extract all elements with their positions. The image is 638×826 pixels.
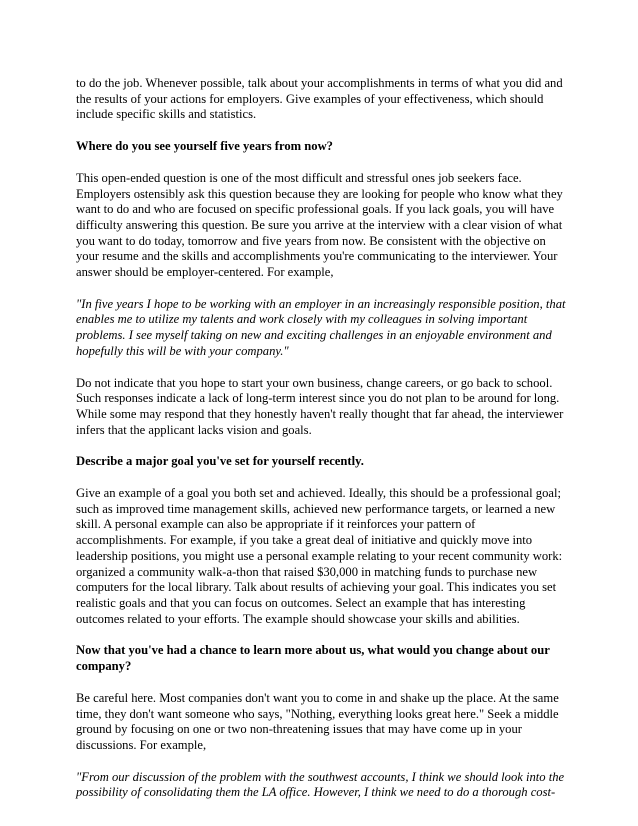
paragraph-five-years-answer: This open-ended question is one of the most difficult and stressful ones job seekers face. Employers ostensibly ask this question because they are looking for people who know what they want to do and who are focused on specific professional goals. If you lack goals, you will have difficulty answering this question. Be sure you arrive at the interview with a clear vision of what you want to do today, tomorrow and five years from now. Be consistent with the objective on your resume and the skills and accomplishments you're communicating to the interviewer. Your answer should be employer-centered. For example,	[76, 170, 563, 280]
document-page	[76, 76, 566, 801]
paragraph-change-company-answer: Be careful here. Most companies don't want you to come in and shake up the place. At the same time, they don't want someone who says, "Nothing, everything looks great here." Seek a middle ground by focusing on one or two non-threatening issues that may have come up in your discussions. For example,	[76, 690, 559, 752]
question-heading-major-goal: Describe a major goal you've set for yourself recently.	[76, 454, 364, 469]
paragraph-intro-continuation: to do the job. Whenever possible, talk about your accomplishments in terms of what you did and the results of your actions for employers. Give examples of your effectiveness, which should include specific skills and statistics.	[76, 76, 563, 122]
question-heading-five-years: Where do you see yourself five years from now?	[76, 139, 333, 154]
paragraph-major-goal-answer: Give an example of a goal you both set and achieved. Ideally, this should be a professional goal; such as improved time management skills, achieved new performance targets, or learned a new skill. A personal example can also be appropriate if it reinforces your pattern of accomplishments. For example, if you take a great deal of initiative and quickly move into leadership positions, you might use a personal example relating to your recent community work: organized a community walk-a-thon that raised $30,000 in matching funds to purchase new computers for the local library. Talk about results of achieving your goal. This indicates you set realistic goals and that you can focus on outcomes. Select an example that has interesting outcomes related to your efforts. The example should showcase your skills and abilities.	[76, 486, 563, 626]
question-heading-change-company: Now that you've had a chance to learn more about us, what would you change about our company?	[76, 643, 550, 674]
example-quote-five-years: "In five years I hope to be working with an employer in an increasingly responsible position, that enables me to utilize my talents and work closely with my colleagues in solving important problems. I see myself taking on new and exciting challenges in an enjoyable environment and hopefully this will be with your company."	[76, 296, 566, 358]
paragraph-five-years-warning: Do not indicate that you hope to start your own business, change careers, or go back to school. Such responses indicate a lack of long-term interest since you do not plan to be around for long. While some may respond that they honestly haven't really thought that far ahead, the interviewer infers that the applicant lacks vision and goals.	[76, 375, 564, 437]
example-quote-change-company: "From our discussion of the problem with the southwest accounts, I think we should look into the possibility of consolidating them the LA office. However, I think we need to do a thorough cost-	[76, 769, 565, 800]
